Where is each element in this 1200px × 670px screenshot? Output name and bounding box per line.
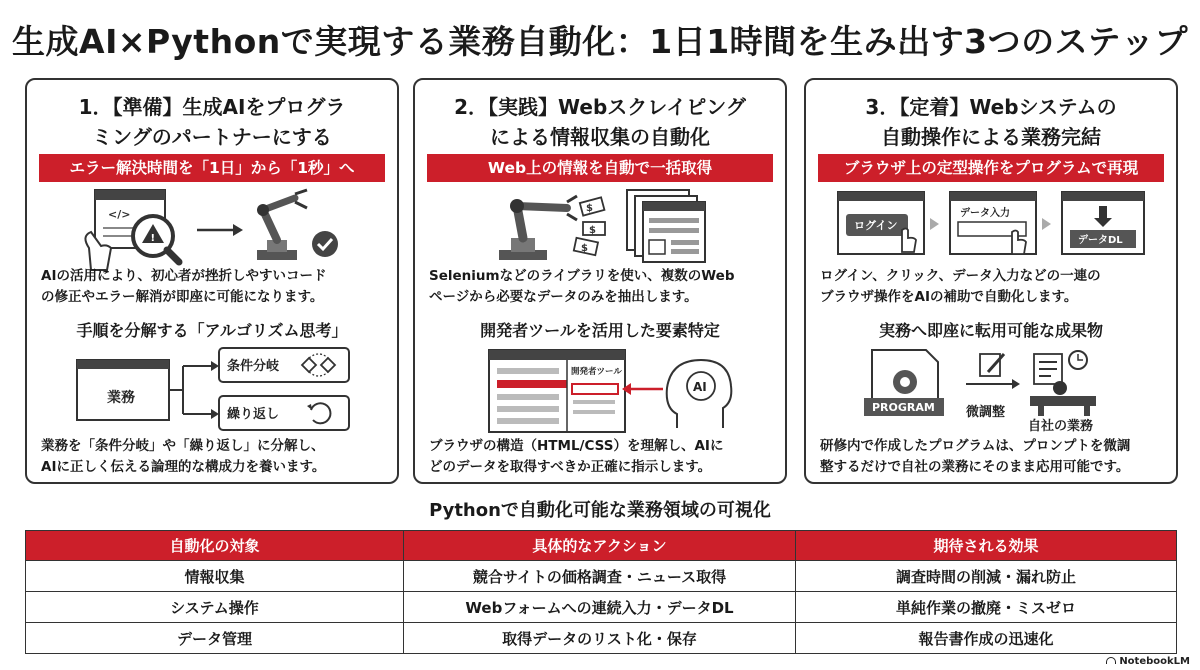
table-row <box>26 592 1177 623</box>
description-line: の修正やエラー解消が即座に可能になります。 <box>41 289 324 305</box>
table-row <box>26 561 1177 592</box>
algorithm-flow-diagram <box>27 344 401 436</box>
card-description <box>820 266 1168 308</box>
description-line: 研修内で作成したプログラムは、プロンプトを微調 <box>820 438 1131 454</box>
robot-arm-icon <box>499 196 577 260</box>
program-to-business-diagram <box>806 344 1180 436</box>
loop-label: 繰り返し <box>227 407 280 422</box>
page-title: 生成AI×Pythonで実現する業務自動化：1日1時間を生み出す3つのステップ <box>12 22 1188 61</box>
download-label: データDL <box>1078 235 1123 246</box>
card-subheading: 実務へ即座に転用可能な成果物 <box>878 321 1103 340</box>
description-line: AIに正しく伝える論理的な構成力を養います。 <box>41 459 326 475</box>
branch-box <box>219 348 349 382</box>
program-label: PROGRAM <box>872 401 935 414</box>
office-worker-icon <box>1030 351 1096 416</box>
table-cell: 単純作業の撤廃・ミスゼロ <box>796 592 1177 623</box>
card-description <box>429 436 777 478</box>
card-highlight-band: Web上の情報を自動で一括取得 <box>427 154 773 182</box>
step-card-practice <box>413 78 787 484</box>
chevron-right-icon <box>930 218 939 230</box>
table-header-row <box>26 531 1177 561</box>
description-line: Seleniumなどのライブラリを使い、複数のWeb <box>429 268 735 284</box>
table-row <box>26 623 1177 654</box>
table-cell: Webフォームへの連続入力・データDL <box>404 592 796 623</box>
table-cell: 調査時間の削減・漏れ防止 <box>796 561 1177 592</box>
chevron-right-icon <box>1042 218 1051 230</box>
card-heading-line: 1．【準備】生成AIをプログラ <box>78 95 346 119</box>
step-card-preparation <box>25 78 399 484</box>
table-cell: 競合サイトの価格調査・ニュース取得 <box>404 561 796 592</box>
arrow-right-icon <box>966 379 1020 389</box>
check-badge-icon <box>312 231 338 257</box>
task-label: 業務 <box>107 390 135 406</box>
branch-label: 条件分岐 <box>227 359 280 374</box>
ai-head-icon <box>667 360 732 428</box>
card-heading-line: 自動操作による業務完結 <box>881 125 1101 149</box>
description-line: ブラウザ操作をAIの補助で自動化します。 <box>820 289 1078 305</box>
table-cell: データ管理 <box>26 623 404 654</box>
card-highlight-band: ブラウザ上の定型操作をプログラムで再現 <box>818 154 1164 182</box>
brand-watermark <box>1106 656 1190 667</box>
loop-box <box>219 396 349 430</box>
brand-name: NotebookLM <box>1119 656 1190 667</box>
card-description <box>820 436 1168 478</box>
arrow-right-icon <box>197 224 243 236</box>
table-header-cell: 期待される効果 <box>796 531 1177 561</box>
card-heading <box>35 92 389 152</box>
robot-arm-icon <box>257 190 307 260</box>
dollar-tag-icon <box>574 197 605 255</box>
card-heading <box>814 92 1168 152</box>
devtools-diagram <box>415 344 789 436</box>
card-description <box>41 436 389 478</box>
card-heading-line: による情報収集の自動化 <box>490 125 710 149</box>
description-line: 業務を「条件分岐」や「繰り返し」に分解し、 <box>41 438 325 454</box>
card-heading-line: 3．【定着】Webシステムの <box>865 95 1117 119</box>
table-cell: 報告書作成の迅速化 <box>796 623 1177 654</box>
card-highlight-band: エラー解決時間を「1日」から「1秒」へ <box>39 154 385 182</box>
login-window <box>838 192 924 254</box>
devtools-label: 開発者ツール <box>571 367 622 377</box>
automation-matrix-table <box>25 530 1177 654</box>
data-entry-label: データ入力 <box>960 208 1010 219</box>
table-header-cell: 具体的なアクション <box>404 531 796 561</box>
magnifier-warning-icon <box>133 216 179 262</box>
table-header-cell: 自動化の対象 <box>26 531 404 561</box>
card-subheading: 開発者ツールを活用した要素特定 <box>480 321 720 340</box>
arrow-left-icon <box>622 383 663 395</box>
browser-window <box>489 350 625 432</box>
description-line: AIの活用により、初心者が挫折しやすいコード <box>41 268 327 284</box>
description-line: ログイン、クリック、データ入力などの一連の <box>820 268 1101 284</box>
code-tag-label: </> <box>108 208 131 221</box>
step-card-adoption <box>804 78 1178 484</box>
card-description <box>41 266 389 308</box>
edit-pencil-icon <box>980 354 1004 376</box>
data-entry-window <box>950 192 1036 254</box>
web-pages-stack-icon <box>627 190 705 262</box>
description-line: どのデータを取得すべきか正確に指示します。 <box>429 459 712 475</box>
dollar-sign: $ <box>581 243 588 254</box>
own-work-label: 自社の業務 <box>1028 419 1094 434</box>
dollar-sign: $ <box>586 203 593 214</box>
table-cell: 情報収集 <box>26 561 404 592</box>
tweak-label: 微調整 <box>966 405 1006 420</box>
dollar-sign: $ <box>589 225 596 236</box>
description-line: 整するだけで自社の業務にそのまま応用可能です。 <box>820 459 1130 475</box>
description-line: ページから必要なデータのみを抽出します。 <box>429 289 698 305</box>
card-heading-line: ミングのパートナーにする <box>92 125 332 149</box>
brand-logo-icon <box>1106 657 1116 664</box>
program-file-icon <box>864 350 944 416</box>
download-window <box>1062 192 1144 254</box>
description-line: ブラウザの構造（HTML/CSS）を理解し、AIに <box>429 438 724 454</box>
card-heading <box>423 92 777 152</box>
card-heading-line: 2．【実践】Webスクレイピング <box>454 95 746 119</box>
card-description <box>429 266 777 308</box>
ai-label: AI <box>693 380 707 394</box>
table-cell: 取得データのリスト化・保存 <box>404 623 796 654</box>
card-subheading: 手順を分解する「アルゴリズム思考」 <box>76 321 348 340</box>
task-window <box>77 360 169 420</box>
section-title: Pythonで自動化可能な業務領域の可視化 <box>429 500 771 521</box>
table-cell: システム操作 <box>26 592 404 623</box>
login-label: ログイン <box>854 219 898 232</box>
svg-text:!: ! <box>150 233 156 244</box>
